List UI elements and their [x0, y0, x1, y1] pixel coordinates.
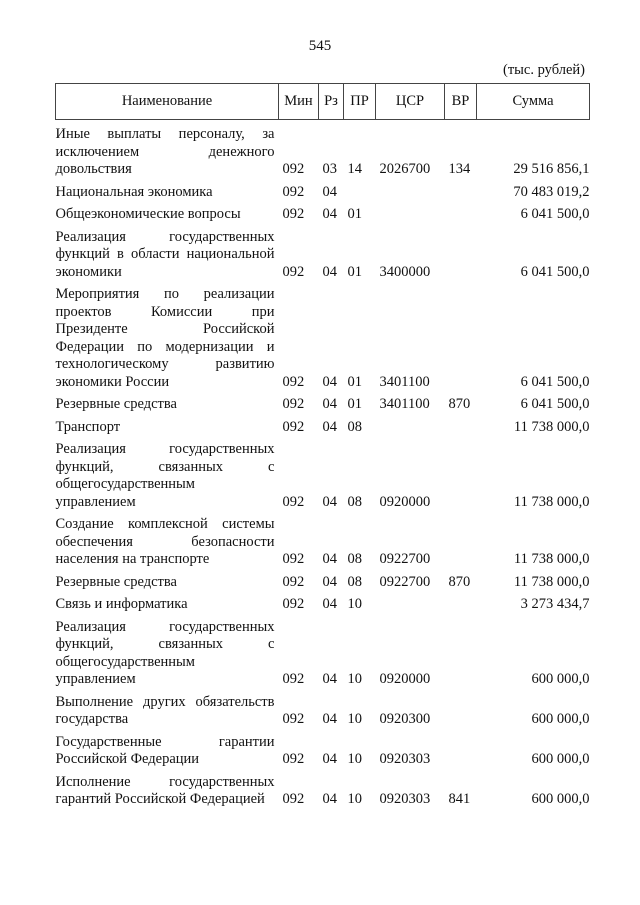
cell-csr	[376, 179, 445, 202]
cell-sum: 6 041 500,0	[520, 263, 590, 280]
cell-name: Общеэкономические вопросы	[55, 206, 241, 222]
cell-pr: 01	[347, 263, 362, 280]
header-csr: ЦСР	[376, 84, 445, 120]
header-vr: ВР	[445, 84, 477, 120]
table-row	[56, 614, 590, 689]
table-row	[56, 414, 590, 437]
cell-vr	[445, 689, 477, 729]
cell-min: 092	[282, 418, 305, 435]
cell-csr: 0920303	[379, 751, 431, 767]
cell-pr: 14	[347, 161, 362, 177]
header-name: Наименование	[56, 84, 279, 120]
cell-sum: 6 041 500,0	[520, 206, 590, 222]
header-min: Мин	[279, 84, 319, 120]
cell-sum: 6 041 500,0	[520, 373, 590, 390]
cell-min: 092	[282, 493, 305, 510]
cell-min: 092	[282, 373, 305, 390]
cell-rz: 04	[322, 573, 337, 590]
cell-csr: 0920000	[379, 671, 431, 687]
cell-sum: 11 738 000,0	[513, 418, 590, 435]
cell-sum: 600 000,0	[531, 791, 590, 807]
budget-table	[55, 83, 590, 809]
cell-sum: 3 273 434,7	[520, 596, 590, 612]
cell-sum: 70 483 019,2	[513, 183, 590, 200]
cell-rz: 04	[322, 596, 337, 612]
cell-csr	[376, 201, 445, 224]
cell-sum: 600 000,0	[531, 671, 590, 687]
cell-pr: 08	[347, 418, 362, 435]
cell-vr	[445, 414, 477, 437]
cell-min: 092	[282, 596, 305, 612]
table-row	[56, 179, 590, 202]
cell-min: 092	[282, 396, 305, 412]
cell-rz: 04	[322, 751, 337, 767]
cell-vr: 870	[448, 396, 471, 412]
cell-sum: 11 738 000,0	[513, 493, 590, 510]
cell-csr: 3401100	[379, 373, 430, 390]
cell-name: Создание комплексной системы обеспечения безопасности населения на транспорте	[55, 516, 275, 567]
cell-csr: 0920000	[379, 493, 431, 510]
unit-label: (тыс. рублей)	[503, 62, 585, 78]
cell-csr: 2026700	[379, 161, 431, 177]
cell-vr	[445, 511, 477, 569]
cell-rz: 04	[322, 791, 337, 807]
cell-sum: 11 738 000,0	[513, 573, 590, 590]
table-row	[56, 224, 590, 282]
header-pr: ПР	[344, 84, 376, 120]
cell-sum: 600 000,0	[531, 751, 590, 767]
cell-pr: 01	[347, 373, 362, 390]
cell-vr	[445, 201, 477, 224]
cell-rz: 04	[322, 551, 337, 567]
cell-name: Резервные средства	[55, 396, 177, 412]
cell-vr	[445, 281, 477, 391]
cell-rz: 04	[322, 396, 337, 412]
cell-vr: 841	[448, 791, 471, 807]
table-row	[56, 729, 590, 769]
cell-rz: 04	[322, 671, 337, 687]
table-row	[56, 436, 590, 511]
cell-name: Реализация государственных функций, связанных с общегосударственным управлением	[55, 618, 275, 687]
cell-csr: 0922700	[379, 573, 431, 590]
table-row	[56, 591, 590, 614]
cell-min: 092	[282, 791, 305, 807]
cell-sum: 29 516 856,1	[513, 161, 590, 177]
cell-name: Резервные средства	[55, 573, 177, 590]
cell-min: 092	[282, 206, 305, 222]
cell-rz: 04	[322, 711, 337, 727]
cell-min: 092	[282, 263, 305, 280]
cell-csr: 3400000	[379, 263, 431, 280]
cell-vr	[445, 224, 477, 282]
cell-pr: 10	[347, 751, 362, 767]
table-header	[56, 84, 590, 120]
cell-vr	[445, 179, 477, 202]
cell-pr: 10	[347, 671, 362, 687]
cell-csr	[376, 414, 445, 437]
cell-name: Связь и информатика	[55, 596, 188, 612]
cell-rz: 04	[322, 206, 337, 222]
cell-csr	[376, 591, 445, 614]
cell-name: Транспорт	[55, 418, 121, 435]
cell-name: Государственные гарантии Российской Федерации	[55, 733, 275, 767]
cell-min: 092	[282, 161, 305, 177]
table-row	[56, 120, 590, 179]
cell-csr: 0922700	[379, 551, 431, 567]
cell-rz: 04	[322, 373, 337, 390]
page-number: 545	[308, 38, 332, 54]
header-sum: Сумма	[477, 84, 590, 120]
cell-vr: 134	[448, 161, 471, 177]
table-row	[56, 689, 590, 729]
cell-pr: 10	[347, 596, 362, 612]
cell-rz: 03	[322, 161, 337, 177]
cell-pr: 10	[347, 791, 362, 807]
cell-rz: 04	[322, 418, 337, 435]
cell-min: 092	[282, 573, 305, 590]
cell-vr: 870	[448, 573, 471, 590]
cell-pr: 01	[347, 396, 362, 412]
cell-vr	[445, 591, 477, 614]
cell-pr	[344, 179, 376, 202]
cell-pr: 08	[347, 551, 362, 567]
table-row	[56, 569, 590, 592]
cell-vr	[445, 729, 477, 769]
cell-name: Национальная экономика	[55, 183, 213, 200]
cell-min: 092	[282, 751, 305, 767]
cell-sum: 11 738 000,0	[513, 551, 590, 567]
cell-csr: 0920303	[379, 791, 431, 807]
table-row	[56, 391, 590, 414]
cell-min: 092	[282, 711, 305, 727]
cell-name: Реализация государственных функций в области национальной экономики	[55, 228, 275, 280]
cell-name: Реализация государственных функций, связанных с общегосударственным управлением	[55, 441, 275, 510]
cell-sum: 600 000,0	[531, 711, 590, 727]
cell-min: 092	[282, 551, 305, 567]
header-rz: Рз	[319, 84, 344, 120]
cell-csr: 0920300	[379, 711, 431, 727]
cell-csr: 3401100	[379, 396, 430, 412]
cell-vr	[445, 614, 477, 689]
cell-name: Иные выплаты персоналу, за исключением денежного довольствия	[55, 126, 275, 177]
cell-min: 092	[282, 183, 305, 200]
cell-rz: 04	[322, 493, 337, 510]
cell-rz: 04	[322, 183, 337, 200]
cell-pr: 08	[347, 493, 362, 510]
cell-name: Мероприятия по реализации проектов Комиссии при Президенте Российской Федерации по модернизации и технологическому развитию экономики России	[55, 286, 275, 390]
cell-rz: 04	[322, 263, 337, 280]
cell-name: Исполнение государственных гарантий Российской Федерацией	[55, 773, 275, 807]
table-row	[56, 201, 590, 224]
cell-sum: 6 041 500,0	[520, 396, 590, 412]
cell-pr: 08	[347, 573, 362, 590]
cell-name: Выполнение других обязательств государства	[55, 693, 275, 727]
cell-pr: 01	[347, 206, 362, 222]
table-row	[56, 511, 590, 569]
cell-pr: 10	[347, 711, 362, 727]
cell-min: 092	[282, 671, 305, 687]
table-row	[56, 281, 590, 391]
table-row	[56, 769, 590, 809]
cell-vr	[445, 436, 477, 511]
